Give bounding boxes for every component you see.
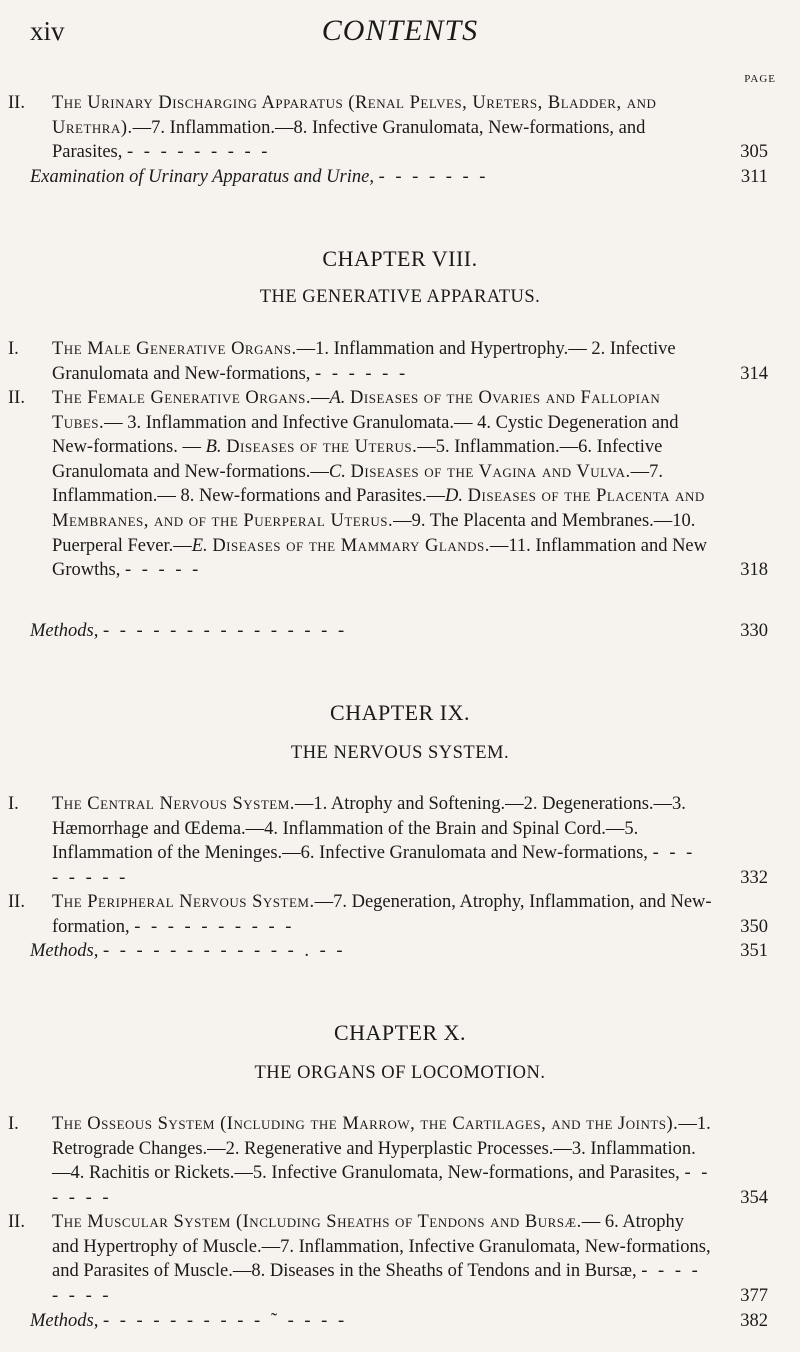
subsection-heading: Diseases of the Uterus. — [226, 437, 418, 458]
dot-leader: - - - - - - — [52, 1163, 711, 1208]
entry-page-number: 354 — [740, 1187, 768, 1208]
subsection-letter: A. — [329, 388, 346, 408]
toc-entry-muscular — [8, 1210, 768, 1308]
entry-text: —7. Inflammation.—8. Infective Granulomata, New-formations, and Parasites, — [52, 117, 646, 163]
entry-number: I. — [8, 794, 19, 814]
chapter-subtitle: THE ORGANS OF LOCOMOTION. — [254, 1063, 546, 1083]
entry-text: Methods, — [30, 621, 99, 641]
entry-heading: The Central Nervous System. — [52, 794, 295, 814]
subsection-letter: C. — [328, 461, 346, 482]
chapter-heading: CHAPTER X. — [333, 1020, 467, 1045]
entry-heading: The Muscular System (Including Sheaths of Tendons and Bursæ. — [52, 1212, 582, 1232]
dot-leader: - - - - - - - — [378, 167, 489, 187]
subsection-letter: B. — [205, 437, 222, 458]
toc-entry-methods — [30, 619, 768, 644]
entry-page-number: 311 — [740, 167, 768, 187]
entry-number: I. — [8, 1114, 19, 1134]
entry-heading: The Peripheral Nervous System. — [52, 892, 315, 912]
entry-text: Methods, — [30, 941, 99, 961]
dot-leader: - - - - - - - - — [52, 1261, 701, 1306]
toc-entry-peripheral-nervous — [8, 890, 768, 939]
subsection-heading: Diseases of the Ovaries and Fallopian Tubes. — [52, 388, 661, 433]
subsection-letter: E. — [191, 535, 208, 556]
dot-leader: - - - - - - - - - - - - . - - — [102, 941, 346, 961]
entry-heading: The Male Generative Organs. — [52, 339, 297, 359]
entry-page-number: 350 — [740, 916, 768, 937]
chapter-subtitle: THE NERVOUS SYSTEM. — [290, 743, 510, 763]
dot-leader: - - - - - - - - - - - - - - - — [102, 621, 348, 641]
entry-page-number: 305 — [740, 142, 768, 163]
entry-text: — 3. Inflammation and Infective Granulomata.— 4. Cystic Degeneration and New-formations. — — [52, 412, 679, 458]
entry-page-number: 332 — [740, 867, 768, 888]
page-number: xiv — [30, 16, 65, 46]
toc-entry-osseous — [8, 1112, 768, 1210]
toc-entry-urinary-exam — [30, 165, 768, 190]
entry-heading: The Urinary Discharging Apparatus (Renal Pelves, Ureters, Bladder, and Urethra). — [52, 93, 657, 138]
subsection-heading: Diseases of the Placenta and Membranes, and of the Puerperal Uterus. — [52, 486, 705, 531]
entry-text: —1. Atrophy and Softening.—2. Degenerations.—3. Hæmorrhage and Œdema.—4. Inflammation of the Brain and Spinal Cord.—5. Inflammation of the Meninges.—6. Infective Granulomata and New-formations, — [52, 794, 686, 864]
entry-text: —7. Inflammation.— 8. New-formations and Parasites.— — [52, 461, 663, 507]
entry-heading: The Female Generative Organs. — [52, 388, 311, 408]
dot-leader: - - - - - - - - - - — [134, 916, 295, 937]
entry-number: II. — [8, 93, 25, 113]
entry-text: —1. Inflammation and Hypertrophy.— 2. Infective Granulomata and New-formations, — [52, 339, 676, 384]
subsection-letter: D. — [445, 486, 464, 507]
entry-text: —9. The Placenta and Membranes.—10. Puerperal Fever.— — [52, 510, 696, 556]
dot-leader: - - - - - - - - - - ˜ - - - - — [102, 1311, 348, 1331]
entry-text: Examination of Urinary Apparatus and Urine, — [30, 167, 374, 187]
entry-page-number: 314 — [740, 363, 768, 384]
chapter-heading: CHAPTER IX. — [330, 700, 470, 725]
subsection-heading: Diseases of the Vagina and Vulva. — [350, 461, 631, 482]
entry-heading: The Osseous System (Including the Marrow, the Cartilages, and the Joints). — [52, 1114, 679, 1134]
toc-entry-methods — [30, 1309, 768, 1334]
dot-leader: - - - - - — [124, 560, 202, 581]
entry-page-number: 377 — [740, 1285, 768, 1306]
running-head — [30, 14, 770, 54]
toc-entry-central-nervous — [8, 792, 768, 890]
entry-page-number: 330 — [740, 621, 768, 641]
entry-number: II. — [8, 1212, 25, 1232]
entry-text: — 6. Atrophy and Hypertrophy of Muscle.—7. Inflammation, Infective Granulomata, New-formations, and Parasites of Muscle.—8. Diseases in the Sheaths of Tendons and in Bursæ, — [52, 1212, 711, 1282]
entry-page-number: 382 — [740, 1311, 768, 1331]
entry-number: II. — [8, 892, 25, 912]
entry-text: —11. Inflammation and New Growths, — [52, 535, 708, 581]
chapter-subtitle: THE GENERATIVE APPARATUS. — [259, 287, 541, 307]
entry-text: Methods, — [30, 1311, 99, 1331]
page-column-label: PAGE — [744, 73, 776, 85]
dot-leader: - - - - - - - - - — [127, 142, 271, 163]
entry-text: —7. Degeneration, Atrophy, Inflammation, and New-formation, — [52, 892, 712, 937]
toc-entry-female-generative: II. The Female Generative Organs.—A. Diseases of the Ovaries and Fallopian Tubes.— 3. Inflammation and Infective Granulomata.— 4. Cystic Degeneration and New-formations. — B. Diseases of the Uterus.—5. Inflammation.—6. Infective Granulomata and New-formations.—C. Diseases of the Vagina and Vulva.—7. Inflammation.— 8. New-formations and Parasites.—D. Diseases of the Placenta and Membranes, and of the Puerperal Uterus.—9. The Placenta and Membranes.—10. Puerperal Fever.—E. Diseases of the Mammary Glands.—11. Inflammation and New Growths, - - - - - 318 — [30, 386, 768, 583]
entry-page-number: 351 — [740, 941, 768, 961]
subsection-heading: Diseases of the Mammary Glands. — [212, 535, 490, 556]
entry-text: —1. Retrograde Changes.—2. Regenerative and Hyperplastic Processes.—3. Inflammation.—4. Rachitis or Rickets.—5. Infective Granulomata, New-formations, and Parasites, — [52, 1114, 711, 1184]
toc-entry-methods — [30, 939, 768, 964]
entry-text: —5. Inflammation.—6. Infective Granulomata and New-formations.— — [52, 437, 663, 482]
toc-entry-male-generative — [8, 337, 768, 386]
entry-page-number: 318 — [740, 560, 768, 581]
dot-leader: - - - - - - — [315, 363, 409, 384]
entry-number: II. — [8, 388, 25, 408]
toc-entry-urinary-discharging — [8, 91, 768, 165]
running-title: CONTENTS — [321, 14, 479, 47]
chapter-heading: CHAPTER VIII. — [322, 246, 478, 271]
entry-number: I. — [8, 339, 19, 359]
dot-leader: - - - - - - - - — [52, 843, 696, 888]
